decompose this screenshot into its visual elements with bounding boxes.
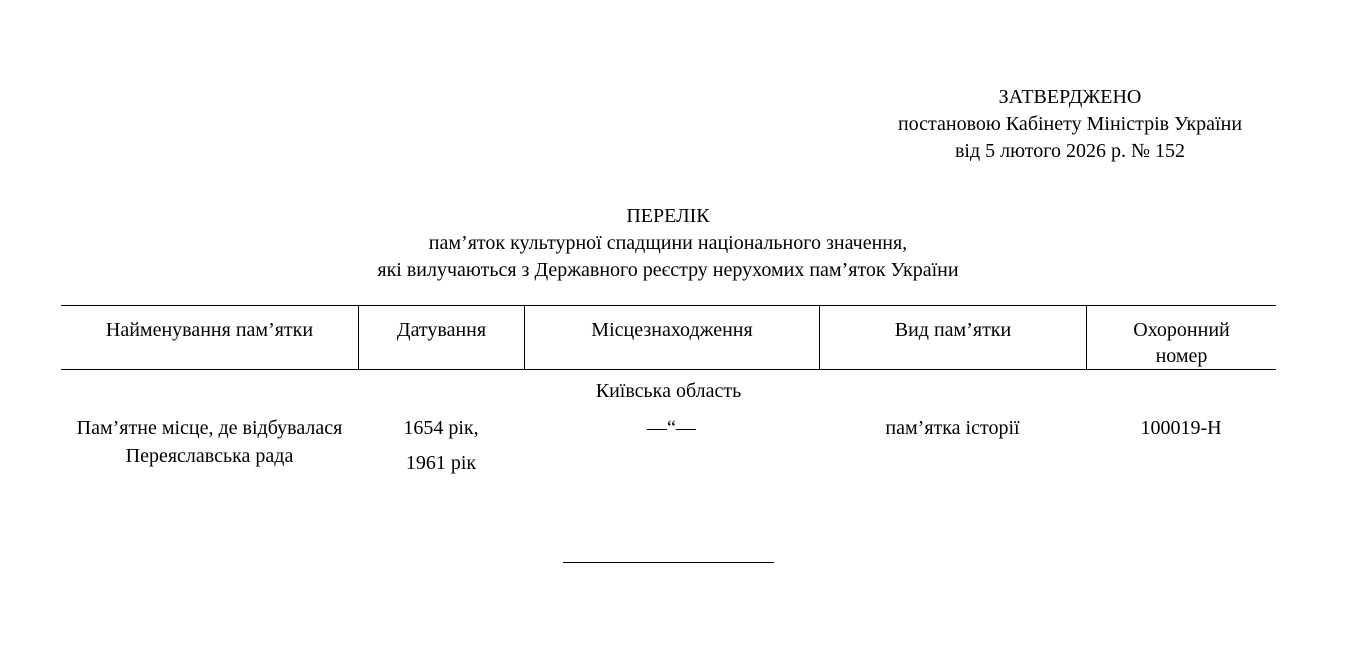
monuments-table bbox=[61, 305, 1276, 484]
table-header-row bbox=[61, 305, 1276, 370]
header-location: Місцезнаходження bbox=[524, 306, 819, 369]
header-protection-number: Охоронний номер bbox=[1086, 306, 1276, 369]
title-subtitle-1: пам’яток культурної спадщини національного значення, bbox=[428, 232, 908, 254]
header-type: Вид пам’ятки bbox=[819, 306, 1086, 369]
approval-date: від 5 лютого 2026 р. № 152 bbox=[954, 140, 1186, 162]
document-title bbox=[0, 203, 1336, 284]
header-name: Найменування пам’ятки bbox=[105, 319, 314, 341]
title-subtitle-2: які вилучаються з Державного реєстру нерухомих пам’яток України bbox=[377, 259, 959, 281]
table-row bbox=[61, 414, 1276, 484]
approval-heading: ЗАТВЕРДЖЕНО bbox=[998, 86, 1142, 108]
monument-dating bbox=[358, 414, 524, 484]
approval-block bbox=[860, 84, 1280, 165]
dating-line-1: 1654 рік, bbox=[403, 417, 479, 439]
monument-location: —“— bbox=[647, 417, 696, 439]
dating-line-2: 1961 рік bbox=[405, 452, 477, 474]
region-label: Київська область bbox=[595, 380, 742, 402]
header-dating: Датування bbox=[358, 306, 524, 369]
monument-protection-number: 100019-Н bbox=[1140, 417, 1222, 439]
monument-name: Пам’ятне місце, де відбувалася Переяславська рада bbox=[76, 417, 343, 467]
monument-type: пам’ятка історії bbox=[885, 417, 1020, 439]
title-heading: ПЕРЕЛІК bbox=[626, 205, 710, 227]
approval-authority: постановою Кабінету Міністрів України bbox=[897, 113, 1243, 135]
closing-line bbox=[563, 562, 774, 563]
